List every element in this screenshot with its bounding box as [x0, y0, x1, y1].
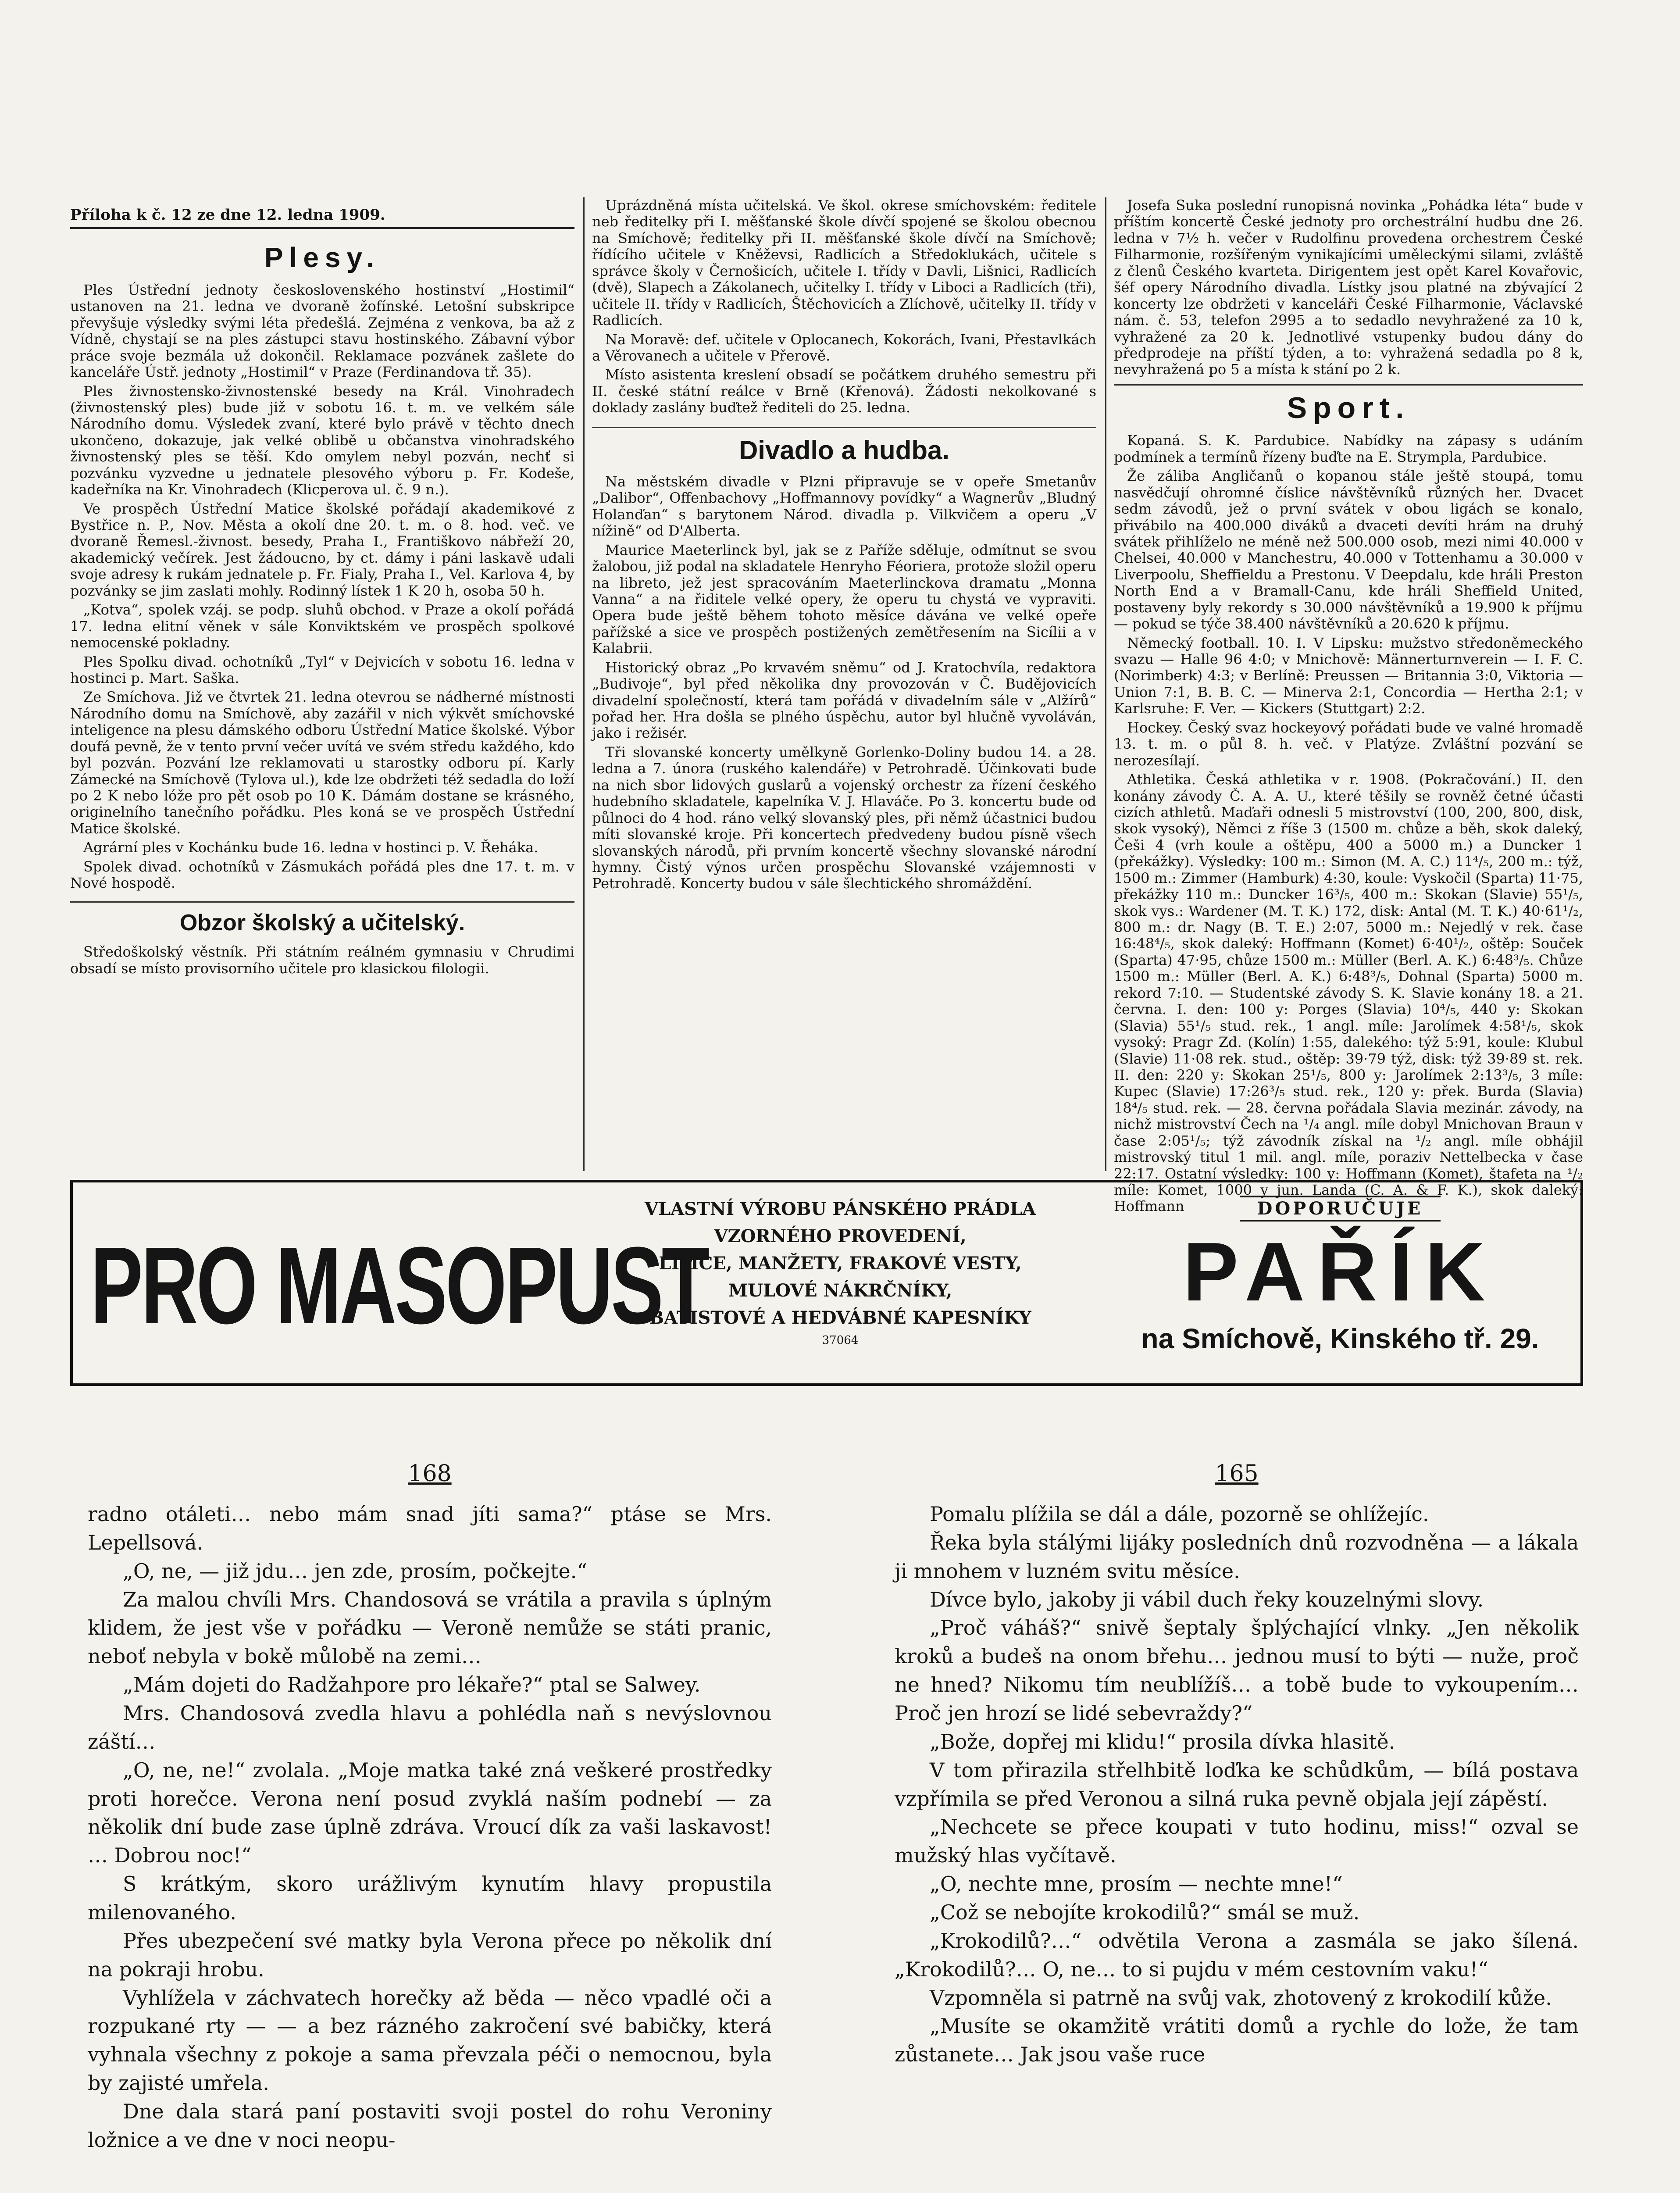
paragraph: „Mám dojeti do Radžahpore pro lékaře?“ ptal se Salwey. — [123, 1673, 701, 1697]
paragraph: Německý football. 10. I. V Lipsku: mužstvo středoněmeckého svazu — Halle 96 4:0; v Mnichově: Männerturnverein — I. F. C. (Norimberk) 4:3; v Berlíně: Preussen — Britannia 3:0, Viktoria — Union 7:1, B. B. C. — Minerva 2:1, Concordia — Hertha 2:1; v Karlsruhe: F. Ver. — Kickers (Stuttgart) 2:2. — [1114, 634, 1583, 717]
ad-line: BATISTOVÉ A HEDVÁBNÉ KAPESNÍKY — [649, 1307, 1031, 1328]
ad-headline: PRO MASOPUST — [90, 1224, 708, 1347]
paragraph: Maurice Maeterlinck byl, jak se z Paříže sděluje, odmítnut se svou žalobou, již podal na skladatele Henryho Féoriera, protože složil operu na libreto, jež jest spracováním Maeterlinckova dramatu „Monna Vanna“ a na řiditele velké opery, že operu tu chystá ve vypraviti. Opera bude ještě během tohoto měsíce dávána ve velké opeře pařížské a sice ve prospěch postižených zemětřesením na Sicílii a v Kalabrii. — [592, 541, 1096, 657]
ad-line: VZORNÉHO PROVEDENÍ, — [714, 1226, 967, 1247]
paragraph: Historický obraz „Po krvavém sněmu“ od J. Kratochvíla, redaktora „Budivoje“, byl před několika dny provozován v Č. Budějovicích divadelní společností, která tam pořádá v divadelním sále v „Alžírů“ pořad her. Hra došla se plného úspěchu, autor byl hlučně vyvoláván, jako i režisér. — [592, 659, 1096, 742]
paragraph: „Bože, dopřej mi klidu!“ prosila dívka hlasitě. — [930, 1729, 1395, 1754]
paragraph: Vyhlížela v záchvatech horečky až běda — něco vpadlé oči a rozpukané rty — — a bez rázného zakročení své babičky, která vyhnala všechny z pokoje a sama převzala péči o nemocnou, byla by zajisté umřela. — [88, 1986, 772, 2095]
paragraph: Ples Ústřední jednoty československého hostinství „Hostimil“ ustanoven na 21. ledna ve dvoraně žofínské. Letošní subskripce převyšuje výsledky svými léta předešlá. Zejména z venkova, ba až z Vídně, chystají se na ples zástupci stavu hostinského. Zábavní výbor práce svoje bezmála už dokončil. Reklamace pozvánek zašlete do kanceláře Ústř. jednoty „Hostimil“ v Praze (Ferdinandova tř. 35). — [70, 281, 574, 381]
paragraph: Ples Spolku divad. ochotníků „Tyl“ v Dejvicích v sobotu 16. ledna v hostinci p. Mart. Saška. — [70, 653, 574, 686]
paragraph: Ze Smíchova. Již ve čtvrtek 21. ledna otevrou se nádherné místnosti Národního domu na Smíchově, aby zazářil v nich výkvět smíchovské inteligence na plesu dámského odboru Ústřední Matice školské. Výbor doufá pevně, že v tento první večer uvítá ve svém středu každého, kdo byl pozván. Pozvání lze reklamovati u starostky odboru pí. Karly Zámecké na Smíchově (Tylova ul.), kde lze obdržeti též sedadla do loží po 2 K nebo lóže pro pět osob po 10 K. Dámám dostane se krásného, originelního tanečního pořádku. Ples koná se ve prospěch Ústřední Matice školské. — [70, 689, 574, 837]
sport-body — [1114, 432, 1583, 1215]
ad-merchant-name: PAŘÍK — [1183, 1225, 1498, 1318]
sport-title: Sport. — [1114, 384, 1583, 426]
ad-code: 37064 — [822, 1334, 859, 1347]
paragraph: „Proč váháš?“ snivě šeptaly šplýchající vlnky. „Jen několik kroků a budeš na onom břehu… jednou musí to býti — nuže, proč ne hned? Nikomu tím neublížíš… a tobě bude to vykoupením… Proč jen hrozí se lidé sebevraždy?“ — [895, 1616, 1579, 1725]
right-page — [895, 1461, 1579, 2193]
paragraph: Ve prospěch Ústřední Matice školské pořádají akademikové z Bystřice n. P., Nov. Města a okolí dne 20. t. m. o 8. hod. več. ve dvoraně Řemesl.-živnost. besedy, Praha I., Františkovo nábřeží 20, akademický večírek. Jest žádoucno, by ct. dámy i páni laskavě udali svoje adresy k rukám jednatele p. Fr. Fialy, Praha I., Vel. Karlova 4, by pozvánky se jim zaslati mohly. Rodinný lístek 1 K 20 h, osoba 50 h. — [70, 500, 574, 599]
paragraph: Kopaná. S. K. Pardubice. Nabídky na zápasy s udáním podmínek a termínů řízeny buďte na E. Strympla, Pardubice. — [1114, 432, 1583, 465]
divadlo-body — [592, 474, 1096, 892]
obzor-body-2 — [592, 197, 1096, 416]
paragraph: Středoškolský věstník. Při státním reálném gymnasiu v Chrudimi obsadí se místo provisorního učitele pro klasickou filologii. — [70, 943, 574, 977]
paragraph: Místo asistenta kreslení obsadí se počátkem druhého semestru při II. české státní reálce v Brně (Křenová). Žádosti nekolkované s doklady zaslány buďtež řediteli do 25. ledna. — [592, 366, 1096, 416]
column-1 — [70, 237, 574, 1175]
paragraph: Mrs. Chandosová zvedla hlavu a pohlédla naň s nevýslovnou záští… — [88, 1701, 772, 1754]
paragraph: Tři slovanské koncerty umělkyně Gorlenko-Doliny budou 14. a 28. ledna a 7. února (ruského kalendáře) v Petrohradě. Účinkovati bude na nich sbor lidových guslarů a vojenský orchestr za řízení českého hudebního skladatele, kapelníka V. J. Hlaváče. Po 3. koncertu bude od půlnoci do 4 hod. ráno velký slovanský ples, při němž účastnici budou míti slovanské kroje. Při koncertech předvedeny budou písně všech slovanských národů, při prvním koncertě všechny slovanské národní hymny. Čistý výnos určen prospěchu Slovanské vzájemnosti v Petrohradě. Koncerty budou v sále šlechtického shromáždění. — [592, 743, 1096, 892]
paragraph: V tom přirazila střelhbitě loďka ke schůdkům, — bílá postava vzpřímila se před Veronou a silná ruka pevně objala její zápěstí. — [895, 1758, 1579, 1811]
column-2 — [592, 197, 1096, 1171]
paragraph: Spolek divad. ochotníků v Zásmukách pořádá ples dne 17. t. m. v Nové hospodě. — [70, 858, 574, 892]
newspaper-section — [70, 197, 1583, 1408]
paragraph: „Nechcete se přece koupati v tuto hodinu, miss!“ ozval se mužský hlas vyčítavě. — [895, 1815, 1579, 1868]
paragraph: Za malou chvíli Mrs. Chandosová se vrátila a pravila s úplným klidem, že jest vše v pořádku — Veroně nemůže se státi pranic, neboť nebyla v bokě můlobě na zemi… — [88, 1587, 772, 1668]
paragraph: Vzpomněla si patrně na svůj vak, zhotovený z krokodilí kůže. — [930, 1986, 1552, 2010]
ad-address: na Smíchově, Kinského tř. 29. — [1141, 1323, 1539, 1354]
ad-product-list — [577, 1196, 1103, 1349]
paragraph: Na Moravě: def. učitele v Oplocanech, Kokorách, Ivani, Přestavlkách a Věrovanech a učitele v Přerově. — [592, 331, 1096, 364]
paragraph: Athletika. Česká athletika v r. 1908. (Pokračování.) II. den konány závody Č. A. A. U., které těšily se rovněž četné účasti cizích athletů. Maďaři odnesli 5 mistrovství (100, 200, 800, disk, skok vysoký), Němci z říše 3 (1500 m. chůze a běh, skok daleký, Češi 4 (vrh koule a oštěpu, 400 a 5000 m.) a Duncker 1 (překážky). Výsledky: 100 m.: Simon (M. A. C.) 11⁴/₅, 200 m.: týž, 1500 m.: Zimmer (Hamburk) 4:30, koule: Vyskočil (Sparta) 11·75, překážky 110 m.: Duncker 16³/₅, 400 m.: Skokan (Slavie) 55¹/₅, skok vys.: Wardener (M. T. K.) 172, disk: Antal (M. T. K.) 40·61¹/₂, 800 m.: dr. Nagy (B. T. E.) 2:07, 5000 m.: Nejedlý v rek. čase 16:48⁴/₅, skok daleký: Hoffmann (Komet) 6·40¹/₂, oštěp: Souček (Sparta) 47·95, chůze 1500 m.: Müller (Berl. A. K.) 6:48³/₅. Chůze 1500 m.: Müller (Berl. A. K.) 6:48³/₅, Dohnal (Sparta) 5000 m. rekord 7:10. — Studentské závody S. K. Slavie konány 18. a 21. června. I. den: 100 y: Porges (Slavia) 10⁴/₅, 440 y: Skokan (Slavia) 55¹/₅ stud. rek., 1 angl. míle: Jarolímek 4:58¹/₅, skok vysoký: Pragr Zd. (Kolín) 1:55, dalekého: týž 5:91, koule: Klubul (Slavie) 11·08 rek. stud., oštěp: 39·79 týž, disk: týž 39·89 st. rek. II. den: 220 y: Skokan 25¹/₅, 800 y: Jarolímek 2:13³/₅, 3 míle: Kupec (Slavie) 17:26³/₅ stud. rek., 120 y: přek. Burda (Slavia) 18⁴/₅ stud. rek. — 28. června pořádala Slavia mezinár. závody, na nichž mistrovství Čech na ¹/₄ angl. míle dobyl Mnichovan Braun v čase 2:05¹/₅; týž závodník získal na ¹/₂ angl. míle obhájil mistrovský titul 1 mil. angl. míle, poraziv Nettelbecka v čase 22:17. Ostatní výsledky: 100 y: Hoffmann (Komet), štafeta na ¹/₂ míle: Komet, 1000 y jun. Landa (C. A. & F. K.), skok daleký: Hoffmann — [1114, 771, 1583, 1215]
ad-line: MULOVÉ NÁKRČNÍKY, — [728, 1280, 952, 1301]
paragraph: „Což se nebojíte krokodilů?“ smál se muž. — [930, 1900, 1360, 1925]
paragraph: Že záliba Angličanů o kopanou stále ještě stoupá, tomu nasvědčují ohromné číslice návštěvníků různých her. Dvacet sedm závodů, jež o první svátek v obou ligách se konalo, přivábilo na 400.000 diváků a dvaceti devíti hrám na druhý svátek přihlíželo ne méně než 500.000 osob, mezi nimi 40.000 v Chelsei, 40.000 v Manchestru, 40.000 v Tottenhamu a 30.000 v Liverpoolu, Sheffieldu a Prestonu. V Deepdalu, kde hráli Preston North End a v Bramall-Canu, kde hráli Sheffield United, postaveny byly rekordy s 30.000 návštěvníků a 19.900 k příjmu — pokud se týče 38.400 návštěvníků a 20.620 k příjmu. — [1114, 468, 1583, 632]
paragraph: Řeka byla stálými lijáky posledních dnů rozvodněna — a lákala ji mnohem v luzném svitu měsíce. — [895, 1530, 1579, 1583]
paragraph: Agrární ples v Kochánku bude 16. ledna v hostinci p. V. Řeháka. — [83, 839, 539, 856]
plesy-title: Plesy. — [264, 242, 381, 273]
paragraph: Pomalu plížila se dál a dále, pozorně se ohlížejíc. — [930, 1502, 1429, 1526]
ad-merchant — [1108, 1196, 1573, 1355]
paragraph: Uprázdněná místa učitelská. Ve škol. okrese smíchovském: ředitele neb ředitelky při I. měšťanské škole dívčí spojené se školou obecnou na Smíchově; ředitelky při II. měšťanské škole dívčí na Smíchově; řídícího učitele v Kněževsi, Radlicích a Středoklukách, učitele s správce školy v Černošicích, učitele I. třídy v Davli, Lišnici, Radlicích (dvě), Slapech a Zákolanech, učitelky I. třídy v Liboci a Radlicích (tři), učitele II. třídy v Radlicích, Štěchovicích a Zlíchově, učitelky II. třídy v Radlicích. — [592, 197, 1096, 329]
paragraph: Na městském divadle v Plzni připravuje se v opeře Smetanův „Dalibor“, Offenbachovy „Hoffmannovy povídky“ a Wagnerův „Bludný Holanďan“ s barytonem Národ. divadla p. Vilkvičem a operu „V nížině“ od D'Alberta. — [592, 473, 1096, 539]
paragraph: „Krokodilů?…“ odvětila Verona a zasmála se jako šílená. „Krokodilů?… O, ne… to si pujdu v mém cestovním vaku!“ — [895, 1929, 1579, 1981]
book-spread — [70, 1461, 1583, 2193]
paragraph: Dívce bylo, jakoby ji vábil duch řeky kouzelnými slovy. — [930, 1587, 1484, 1611]
right-page-number: 165 — [1215, 1461, 1259, 1487]
left-page-text — [88, 1500, 772, 2154]
paragraph: radno otáleti… nebo mám snad jíti sama?“ ptáse se Mrs. Lepellsová. — [88, 1502, 772, 1554]
paragraph: „O, ne, ne!“ zvolala. „Moje matka také zná veškeré prostředky proti horečce. Verona není posud zvyklá naším podnebí — za několik dní bude zase úplně zdráva. Vroucí dík za vaši laskavost! … Dobrou noc!“ — [88, 1758, 772, 1868]
paragraph: Dne dala stará paní postaviti svoji postel do rohu Veroniny ložnice a ve dne v noci neopu- — [88, 2100, 772, 2152]
ad-line: VLASTNÍ VÝROBU PÁNSKÉHO PRÁDLA — [644, 1199, 1036, 1219]
paragraph: S krátkým, skoro urážlivým kynutím hlavy propustila milenovaného. — [88, 1872, 772, 1925]
plesy-body — [70, 282, 574, 892]
divadlo-title: Divadlo a hudba. — [592, 427, 1096, 466]
supplement-header: Příloha k č. 12 ze dne 12. ledna 1909. — [70, 206, 574, 229]
advertisement — [70, 1180, 1583, 1386]
paragraph: Ples živnostensko-živnostenské besedy na Král. Vinohradech (živnostenský ples) bude již v sobotu 16. t. m. ve velkém sále Národního domu. Výsledek zvaní, které bylo právě v těchto dnech ukončeno, dokazuje, jak velké oblibě u občanstva vinohradského živnostenský ples se těší. Kdo omylem nebyl pozván, nechť si pozvánku vyzvedne u jednatele plesového výboru p. Fr. Kodeše, kadeřníka na Kr. Vinohradech (Klicperova ul. č. 9 n.). — [70, 382, 574, 498]
divadlo-tail — [1114, 197, 1583, 378]
ad-recommends: DOPORUČUJE — [1240, 1196, 1441, 1222]
paragraph: Přes ubezpečení své matky byla Verona přece po několik dní na pokraji hrobu. — [88, 1929, 772, 1981]
ad-line: LÍMCE, MANŽETY, FRAKOVÉ VESTY, — [659, 1253, 1022, 1274]
column-divider-1 — [583, 197, 585, 1171]
left-page — [88, 1461, 772, 2193]
paragraph: Josefa Suka poslední runopisná novinka „Pohádka léta“ bude v příštím koncertě České jednoty pro orchestrální hudbu dne 26. ledna v 7½ h. večer v Rudolfinu provedena orchestrem České Filharmonie, rozšířeným vynikajícími uměleckými silami, zvláště z členů Českého kvarteta. Dirigentem jest opět Karel Kovařovic, šéf opery Národního divadla. Lístky jsou platné na zbývající 2 koncerty lze obdržeti v kanceláři České Filharmonie, Václavské nám. č. 53, telefon 2995 a to sedadlo nevyhražené za 10 k, vyhražené za 20 k. Jednotlivé vstupenky budou dány do předprodeje na příští týden, a to: vyhražená sedadla po 8 k, nevyhražená po 5 a místa k stání po 2 k. — [1114, 197, 1583, 378]
obzor-body-1 — [70, 944, 574, 977]
paragraph: „O, nechte mne, prosím — nechte mne!“ — [930, 1872, 1343, 1896]
left-page-number: 168 — [408, 1461, 452, 1487]
paragraph: „Kotva“, spolek vzáj. se podp. sluhů obchod. v Praze a okolí pořádá 17. ledna elitní věnek v sále Konviktském ve prospěch spolkové nemocenské pokladny. — [70, 601, 574, 651]
paragraph: „Musíte se okamžitě vrátiti domů a rychle do lože, že tam zůstanete… Jak jsou vaše ruce — [895, 2014, 1579, 2067]
right-page-text — [895, 1500, 1579, 2069]
column-divider-2 — [1105, 197, 1106, 1171]
paragraph: „O, ne, — již jdu… jen zde, prosím, počkejte.“ — [123, 1559, 587, 1583]
paragraph: Hockey. Český svaz hockeyový pořádati bude ve valné hromadě 13. t. m. o půl 8. h. več. v Platýze. Zvláštní pozvání se nerozesílají. — [1114, 719, 1583, 769]
obzor-title: Obzor školský a učitelský. — [70, 901, 574, 936]
